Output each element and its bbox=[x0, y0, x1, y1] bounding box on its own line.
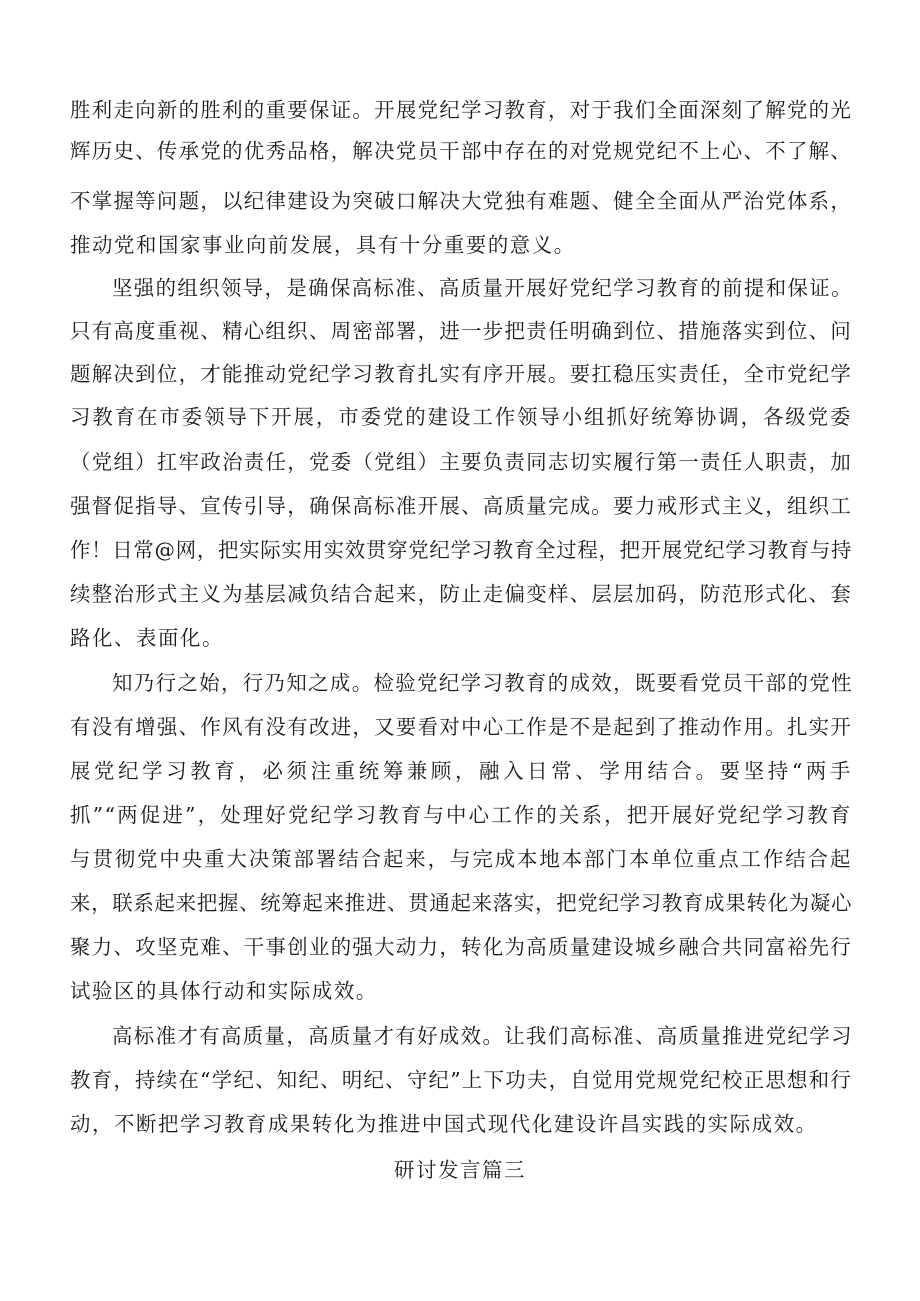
paragraph-3-line-5: 与贯彻党中央重大决策部署结合起来，与完成本地本部门本单位重点工作结合起 bbox=[70, 847, 852, 871]
paragraph-1-line-2: 辉历史、传承党的优秀品格，解决党员干部中存在的对党规党纪不上心、不了解、 bbox=[70, 139, 852, 163]
paragraph-2-line-6: 强督促指导、宣传引导，确保高标准开展、高质量完成。要力戒形式主义，组织工 bbox=[70, 494, 852, 518]
paragraph-4-line-3: 动，不断把学习教育成果转化为推进中国式现代化建设许昌实践的实际成效。 bbox=[70, 1112, 818, 1136]
paragraph-2-line-3: 题解决到位，才能推动党纪学习教育扎实有序开展。要扛稳压实责任，全市党纪学 bbox=[70, 362, 852, 386]
paragraph-3-line-6: 来，联系起来把握、统筹起来推进、贯通起来落实，把党纪学习教育成果转化为凝心 bbox=[70, 891, 852, 915]
paragraph-3-line-7: 聚力、攻坚克难、干事创业的强大动力，转化为高质量建设城乡融合共同富裕先行 bbox=[70, 935, 852, 959]
paragraph-1-line-4: 推动党和国家事业向前发展，具有十分重要的意义。 bbox=[70, 233, 576, 257]
paragraph-4-line-1: 高标准才有高质量，高质量才有好成效。让我们高标准、高质量推进党纪学习 bbox=[112, 1024, 853, 1048]
paragraph-2-line-2: 只有高度重视、精心组织、周密部署，进一步把责任明确到位、措施落实到位、问 bbox=[70, 319, 852, 343]
paragraph-2-line-7: 作！日常@网，把实际实用实效贯穿党纪学习教育全过程，把开展党纪学习教育与持 bbox=[70, 538, 852, 562]
paragraph-3-line-1: 知乃行之始，行乃知之成。检验党纪学习教育的成效，既要看党员干部的党性 bbox=[112, 671, 853, 695]
paragraph-2-line-4: 习教育在市委领导下开展，市委党的建设工作领导小组抓好统筹协调，各级党委 bbox=[70, 405, 852, 429]
paragraph-3-line-8: 试验区的具体行动和实际成效。 bbox=[70, 979, 378, 1003]
section-heading: 研讨发言篇三 bbox=[394, 1158, 526, 1182]
paragraph-1-line-1: 胜利走向新的胜利的重要保证。开展党纪学习教育，对于我们全面深刻了解党的光 bbox=[70, 98, 852, 122]
paragraph-3-line-3: 展党纪学习教育，必须注重统筹兼顾，融入日常、学用结合。要坚持“两手 bbox=[70, 759, 852, 783]
paragraph-3-line-2: 有没有增强、作风有没有改进，又要看对中心工作是不是起到了推动作用。扎实开 bbox=[70, 715, 852, 739]
paragraph-2-line-1: 坚强的组织领导，是确保高标准、高质量开展好党纪学习教育的前提和保证。 bbox=[112, 276, 853, 300]
paragraph-3-line-4: 抓”“两促进”，处理好党纪学习教育与中心工作的关系，把开展好党纪学习教育 bbox=[70, 803, 852, 827]
paragraph-1-line-3: 不掌握等问题，以纪律建设为突破口解决大党独有难题、健全全面从严治党体系， bbox=[70, 189, 852, 213]
paragraph-2-line-5: （党组）扛牢政治责任，党委（党组）主要负责同志切实履行第一责任人职责，加 bbox=[70, 450, 852, 474]
paragraph-2-line-8: 续整治形式主义为基层减负结合起来，防止走偏变样、层层加码，防范形式化、套 bbox=[70, 582, 852, 606]
paragraph-2-line-9: 路化、表面化。 bbox=[70, 626, 224, 650]
paragraph-4-line-2: 教育，持续在“学纪、知纪、明纪、守纪”上下功夫，自觉用党规党纪校正思想和行 bbox=[70, 1068, 852, 1092]
